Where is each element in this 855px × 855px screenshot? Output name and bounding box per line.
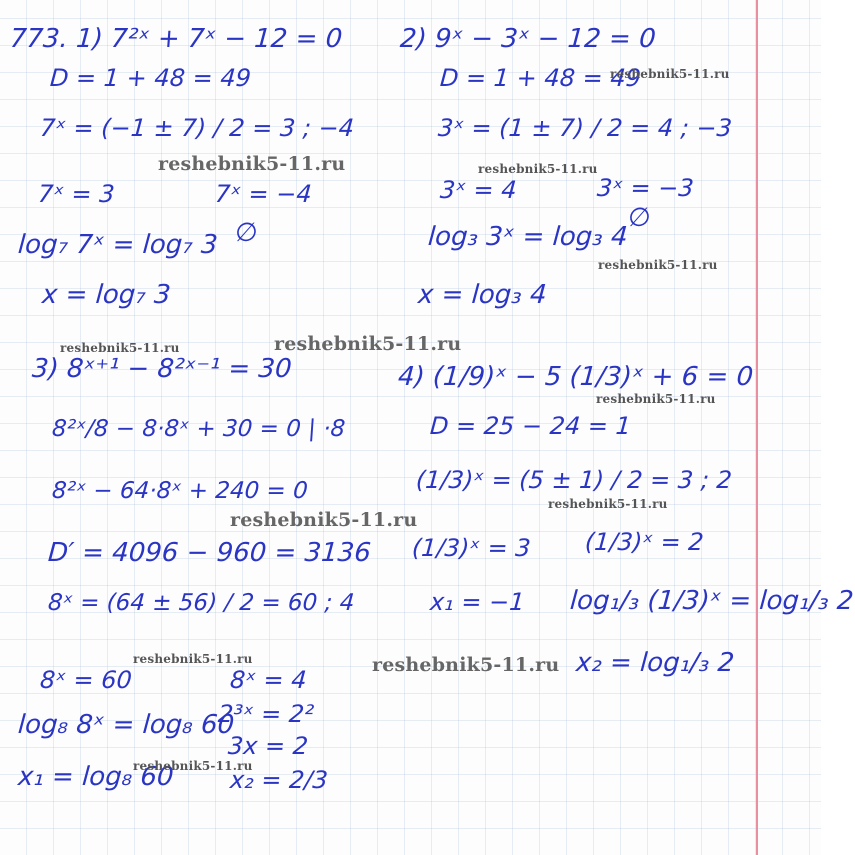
task-1-case-a: 7ˣ = 3 — [37, 180, 116, 208]
watermark: reshebnik5-11.ru — [230, 509, 418, 531]
task-3-answer-2: x₂ = 2/3 — [229, 766, 329, 794]
task-2-roots: 3ˣ = (1 ± 7) / 2 = 4 ; −3 — [437, 114, 733, 142]
task-4-log-step: log₁/₃ (1/3)ˣ = log₁/₃ 2 — [568, 586, 855, 616]
task-1-case-b: 7ˣ = −4 — [214, 180, 313, 208]
task-1-discriminant: D = 1 + 48 = 49 — [49, 64, 252, 92]
task-4-discriminant: D = 25 − 24 = 1 — [429, 412, 632, 440]
watermark: reshebnik5-11.ru — [60, 341, 180, 355]
task-2-case-a: 3ˣ = 4 — [439, 176, 518, 204]
watermark: reshebnik5-11.ru — [274, 333, 462, 355]
task-1-empty-set: ∅ — [233, 218, 259, 248]
task-2-equation: 2) 9ˣ − 3ˣ − 12 = 0 — [398, 24, 657, 54]
task-1-equation: 773. 1) 7²ˣ + 7ˣ − 12 = 0 — [8, 24, 344, 54]
task-4-answer-1: x₁ = −1 — [429, 588, 526, 616]
watermark: reshebnik5-11.ru — [598, 258, 718, 272]
task-3-step-2: 8²ˣ − 64·8ˣ + 240 = 0 — [51, 478, 309, 504]
watermark: reshebnik5-11.ru — [372, 654, 560, 676]
task-4-case-a: (1/3)ˣ = 3 — [411, 534, 532, 562]
task-2-discriminant: D = 1 + 48 = 49 — [439, 64, 642, 92]
task-3-step-1: 8²ˣ/8 − 8·8ˣ + 30 = 0 | ·8 — [51, 416, 347, 442]
task-2-log-step: log₃ 3ˣ = log₃ 4 — [426, 222, 629, 252]
task-3-log-step: log₈ 8ˣ = log₈ 60 — [16, 710, 236, 740]
task-3-equation: 3) 8ˣ⁺¹ − 8²ˣ⁻¹ = 30 — [30, 354, 293, 384]
watermark: reshebnik5-11.ru — [548, 497, 668, 511]
task-4-answer-2: x₂ = log₁/₃ 2 — [574, 648, 736, 678]
task-2-answer: x = log₃ 4 — [416, 280, 548, 310]
watermark: reshebnik5-11.ru — [133, 759, 253, 773]
task-3-answer-1: x₁ = log₈ 60 — [16, 762, 175, 792]
task-3-roots: 8ˣ = (64 ± 56) / 2 = 60 ; 4 — [47, 590, 356, 616]
task-3-case-a: 8ˣ = 60 — [39, 666, 133, 694]
watermark: reshebnik5-11.ru — [133, 652, 253, 666]
task-4-roots: (1/3)ˣ = (5 ± 1) / 2 = 3 ; 2 — [415, 466, 733, 494]
task-4-equation: 4) (1/9)ˣ − 5 (1/3)ˣ + 6 = 0 — [396, 362, 755, 392]
task-1-log-step: log₇ 7ˣ = log₇ 3 — [16, 230, 219, 260]
watermark: reshebnik5-11.ru — [158, 153, 346, 175]
task-1-roots: 7ˣ = (−1 ± 7) / 2 = 3 ; −4 — [39, 114, 355, 142]
watermark: reshebnik5-11.ru — [596, 392, 716, 406]
task-2-case-b: 3ˣ = −3 — [596, 174, 695, 202]
task-3-case-b-step-2: 3x = 2 — [227, 732, 310, 760]
task-2-empty-set: ∅ — [626, 203, 652, 233]
watermark: reshebnik5-11.ru — [478, 162, 598, 176]
task-3-case-b: 8ˣ = 4 — [229, 666, 308, 694]
task-3-case-b-step-1: 2³ˣ = 2² — [217, 700, 315, 728]
task-3-discriminant: D′ = 4096 − 960 = 3136 — [46, 538, 372, 568]
task-4-case-b: (1/3)ˣ = 2 — [584, 528, 705, 556]
task-1-answer: x = log₇ 3 — [40, 280, 172, 310]
watermark: reshebnik5-11.ru — [610, 67, 730, 81]
margin-line — [756, 0, 758, 855]
